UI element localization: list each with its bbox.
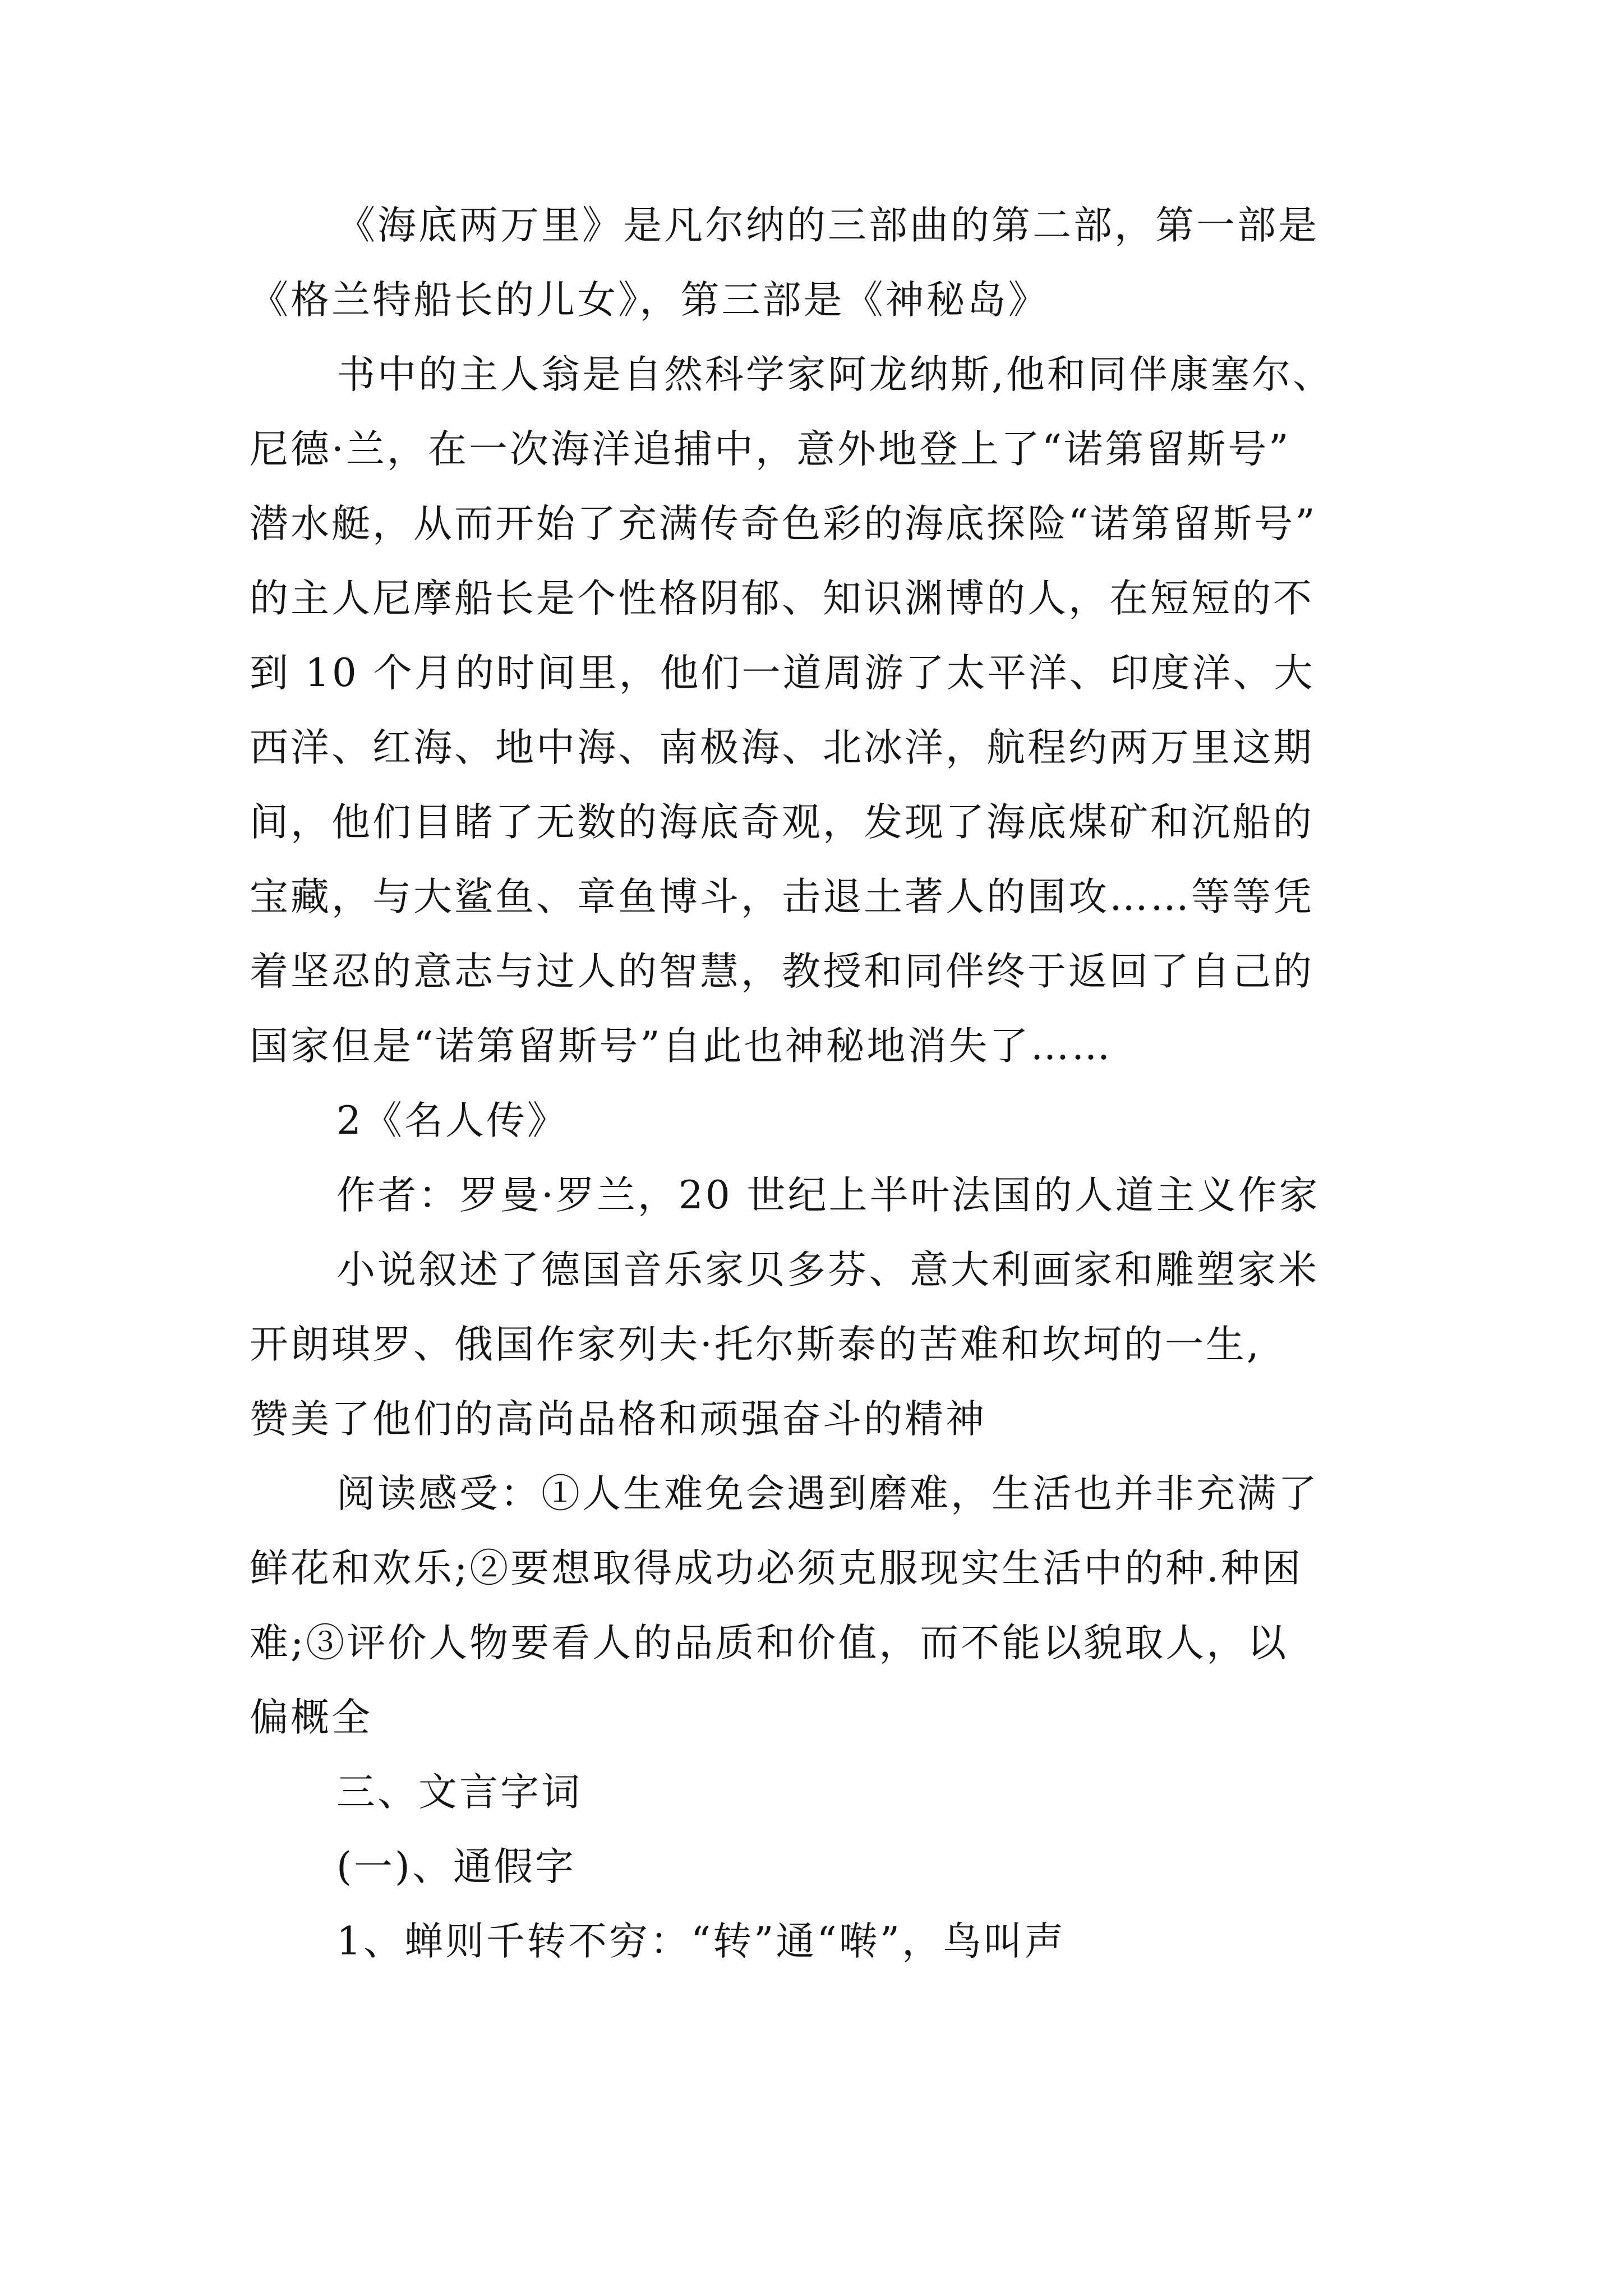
text-line: 偏概全 (250, 1695, 372, 1740)
text-line: 宝藏，与大鲨鱼、章鱼博斗，击退土著人的围攻……等等凭 (250, 875, 1314, 919)
text-line: 间，他们目睹了无数的海底奇观，发现了海底煤矿和沉船的 (250, 800, 1314, 845)
text-line: 阅读感受：①人生难免会遇到磨难，生活也并非充满了 (336, 1471, 1319, 1516)
text-line: 尼德·兰，在一次海洋追捕中，意外地登上了“诺第留斯号” (250, 427, 1291, 472)
text-line: 《格兰特船长的儿女》，第三部是《神秘岛》 (250, 278, 1049, 323)
text-line: 难;③评价人物要看人的品质和价值，而不能以貌取人，以 (250, 1621, 1289, 1665)
text-line: 1、蝉则千转不穷：“转”通“啭”，鸟叫声 (336, 1919, 1066, 1964)
text-line: 赞美了他们的高尚品格和顽强奋斗的精神 (250, 1397, 986, 1442)
text-line: 《海底两万里》是凡尔纳的三部曲的第二部，第一部是 (336, 203, 1319, 248)
text-line: 作者：罗曼·罗兰，20 世纪上半叶法国的人道主义作家 (336, 1173, 1320, 1218)
text-line: 潜水艇，从而开始了充满传奇色彩的海底探险“诺第留斯号” (250, 501, 1317, 546)
text-line: 西洋、红海、地中海、南极海、北冰洋，航程约两万里这期 (250, 725, 1314, 770)
text-line: 国家但是“诺第留斯号”自此也神秘地消失了…… (250, 1024, 1113, 1069)
text-line: 到 10 个月的时间里，他们一道周游了太平洋、印度洋、大 (250, 651, 1315, 696)
text-line: 开朗琪罗、俄国作家列夫·托尔斯泰的苦难和坎坷的一生, (250, 1322, 1261, 1367)
text-line: 小说叙述了德国音乐家贝多芬、意大利画家和雕塑家米 (336, 1248, 1319, 1292)
text-line: 书中的主人翁是自然科学家阿龙纳斯,他和同伴康塞尔、 (336, 352, 1334, 397)
text-line: 的主人尼摩船长是个性格阴郁、知识渊博的人，在短短的不 (250, 576, 1314, 621)
text-line: 鲜花和欢乐;②要想取得成功必须克服现实生活中的种.种困 (250, 1546, 1303, 1591)
section-heading: 三、文言字词 (336, 1770, 582, 1815)
section-heading: 2《名人传》 (336, 1098, 568, 1143)
text-line: 着坚忍的意志与过人的智慧，教授和同伴终于返回了自己的 (250, 949, 1314, 994)
subsection-heading: (一)、通假字 (336, 1844, 576, 1889)
